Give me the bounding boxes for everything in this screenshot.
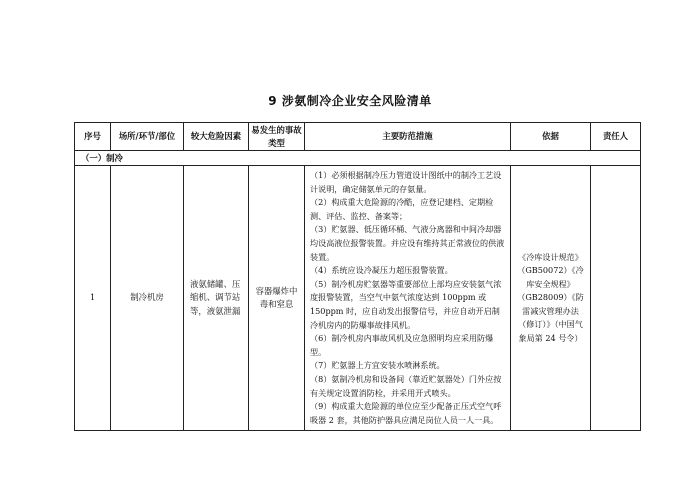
cell-measures <box>305 166 511 431</box>
table-row <box>75 166 641 431</box>
header-accident-type: 易发生的事故类型 <box>249 123 305 151</box>
header-responsible: 责任人 <box>591 123 641 151</box>
cell-responsible <box>591 166 641 431</box>
header-seq: 序号 <box>75 123 111 151</box>
header-location: 场所/环节/部位 <box>111 123 184 151</box>
risk-table <box>74 122 641 431</box>
section-row <box>75 151 641 166</box>
measure-item: （9）构成重大危险源的单位应至少配备正压式空气呼吸器 2 套，其他防护器具应满足岗位人员一人一具。 <box>310 401 502 425</box>
measure-item: （1）必须根据制冷压力管道设计图纸中的制冷工艺设计说明，确定储氨单元的存氨量。 <box>310 170 502 194</box>
table-header-row <box>75 123 641 151</box>
section-label: （一）制冷 <box>75 151 641 166</box>
measure-item: （4）系统应设冷凝压力超压报警装置。 <box>310 265 453 276</box>
header-basis: 依据 <box>511 123 591 151</box>
cell-risk: 液氨储罐、压缩机、调节站等，液氨泄漏 <box>184 166 249 431</box>
cell-seq: 1 <box>75 166 111 431</box>
measure-item: （6）制冷机房内事故风机及应急照明均应采用防爆型。 <box>310 333 494 357</box>
measure-item: （2）构成重大危险源的冷酷，应登记建档、定期检测、评估、监控、备案等； <box>310 197 494 221</box>
measure-item: （8）氨制冷机房和设备间（靠近贮氨器处）门外应按有关规定设置消防栓，并采用开式喷头。 <box>310 373 502 398</box>
header-risk: 较大危险因素 <box>184 123 249 151</box>
cell-accident-type: 容器爆炸中毒和窒息 <box>249 166 305 431</box>
document-title: 9 涉氨制冷企业安全风险清单 <box>268 94 432 108</box>
cell-location: 制冷机房 <box>111 166 184 431</box>
measure-item: （5）制冷机房贮氨器等重要部位上部均应安装氨气浓度报警装置，当空气中氨气浓度达到 100ppm 或150ppm 时，应自动发出报警信号，并应自动开启制冷机房内的防爆事故排风机。 <box>310 278 502 330</box>
cell-basis: 《冷库设计规范》（GB50072）《冷库安全规程》（GB28009）《防雷减灾管理办法（修订）》（中国气象局第 24 号令） <box>511 166 591 431</box>
measure-item: （7）贮氨器上方宜安装水喷淋系统。 <box>310 360 445 371</box>
measure-item: （3）贮氨器、低压循环桶、气液分离器和中间冷却器均设高液位报警装置。并应设有维持其正常液位的供液装置。 <box>310 224 505 262</box>
header-measures: 主要防范措施 <box>305 123 511 151</box>
